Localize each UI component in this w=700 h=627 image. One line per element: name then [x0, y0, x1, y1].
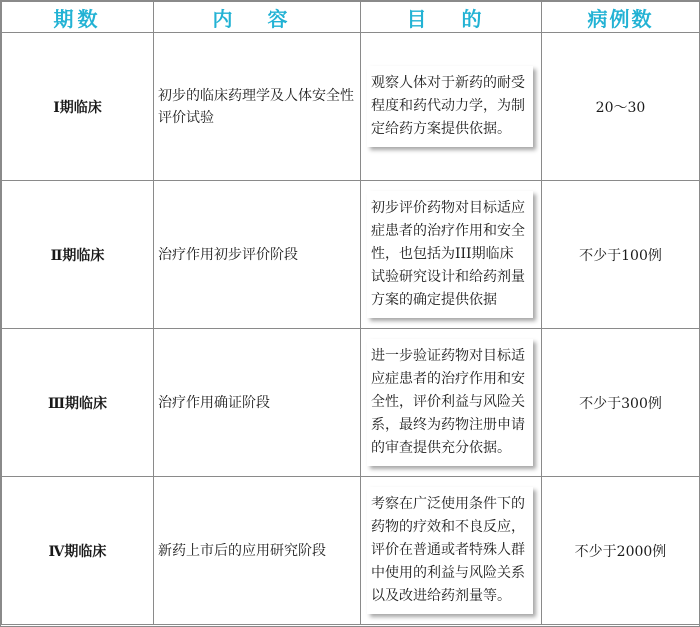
case-count-cell: 不少于300例 — [542, 329, 700, 477]
header-content: 内 容 — [154, 2, 361, 33]
case-count-cell: 不少于100例 — [542, 181, 700, 329]
content-cell: 新药上市后的应用研究阶段 — [154, 477, 361, 625]
phase-cell: Ⅱ期临床 — [2, 181, 154, 329]
table-header-row — [2, 2, 700, 33]
purpose-text: 观察人体对于新药的耐受程度和药代动力学，为制定给药方案提供依据。 — [367, 66, 533, 147]
case-count-cell: 20～30 — [542, 33, 700, 181]
header-purpose: 目 的 — [361, 2, 542, 33]
purpose-cell — [361, 181, 542, 329]
phase-cell: Ⅳ期临床 — [2, 477, 154, 625]
table-row — [2, 33, 700, 181]
content-cell: 初步的临床药理学及人体安全性评价试验 — [154, 33, 361, 181]
table-row — [2, 181, 700, 329]
purpose-text: 进一步验证药物对目标适应症患者的治疗作用和安全性，评价利益与风险关系，最终为药物注册申请的审查提供充分依据。 — [367, 339, 533, 466]
phase-cell: Ⅲ期临床 — [2, 329, 154, 477]
purpose-text: 初步评价药物对目标适应症患者的治疗作用和安全性，也包括为III期临床试验研究设计和给药剂量方案的确定提供依据 — [367, 191, 533, 318]
header-case-count: 病例数 — [542, 2, 700, 33]
clinical-trial-phases-table — [1, 1, 700, 625]
content-cell: 治疗作用初步评价阶段 — [154, 181, 361, 329]
phase-cell: Ⅰ期临床 — [2, 33, 154, 181]
purpose-cell — [361, 329, 542, 477]
table-row — [2, 477, 700, 625]
case-count-cell: 不少于2000例 — [542, 477, 700, 625]
content-cell: 治疗作用确证阶段 — [154, 329, 361, 477]
purpose-text: 考察在广泛使用条件下的药物的疗效和不良反应，评价在普通或者特殊人群中使用的利益与风险关系以及改进给药剂量等。 — [367, 487, 533, 614]
purpose-cell — [361, 477, 542, 625]
purpose-cell — [361, 33, 542, 181]
header-phase: 期数 — [2, 2, 154, 33]
table-row — [2, 329, 700, 477]
